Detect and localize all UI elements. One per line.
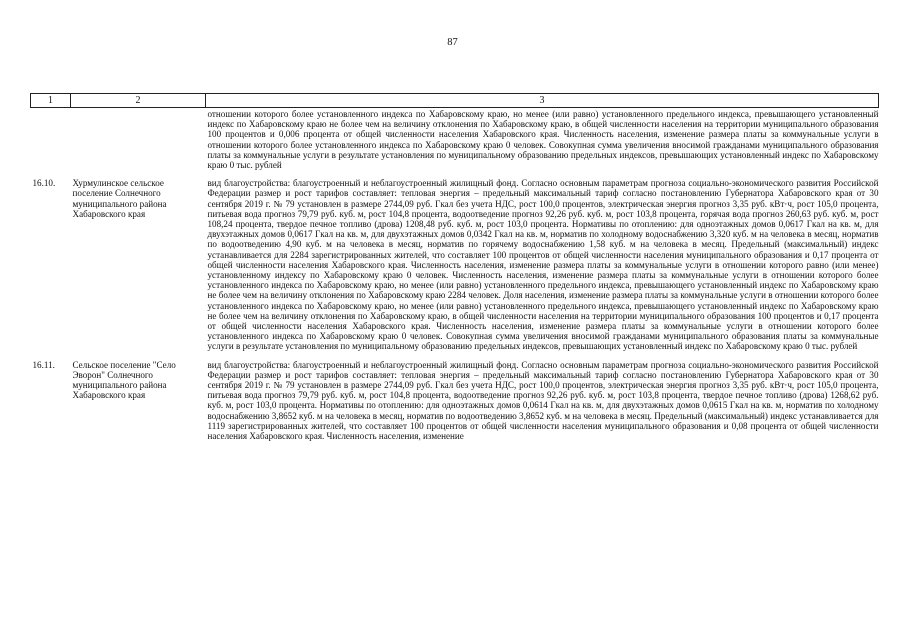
column-header-description: 3 — [206, 94, 879, 108]
table-row-16-10 — [31, 170, 879, 351]
row-description: вид благоустройства: благоустроенный и неблагоустроенный жилищный фонд. Согласно основным параметрам прогноза социально-экономического развития Российской Федерации размер и рост тарифов составляет: тепловая энергия – предельный максимальный тариф согласно постановлению Губернатора Хабаровского края от 30 сентября 2019 г. № 79 установлен в размере 2744,09 руб. Гкал без учета НДС, рост 100,0 процентов, электрическая энергия прогноз 3,35 руб. кВт·ч, рост 105,0 процента, питьевая вода прогноз 79,79 руб. куб. м, рост 104,8 процента, водоотведение прогноз 92,26 руб. куб. м, рост 103,8 процента, твердое печное топливо (дрова) 1268,62 руб. куб. м, рост 103,0 процента. Нормативы по отоплению: для одноэтажных домов 0,0614 Гкал на кв. м, для двухэтажных домов 0,0615 Гкал на кв. м, норматив по холодному водоснабжению 3,8652 куб. м на человека в месяц, норматив по водоотведению 3,8652 куб. м на человека в месяц. Предельный (максимальный) индекс устанавливается для 1119 зарегистрированных жителей, что составляет 100 процентов от общей численности населения муниципального образования и 0,08 процента от общей численности населения Хабаровского края. Численность населения, изменение — [207, 359, 879, 442]
column-header-municipality: 2 — [71, 94, 206, 108]
municipality-name — [71, 108, 206, 171]
table-header-row — [31, 94, 879, 108]
row-number: 16.10. — [32, 178, 56, 189]
municipality-name: Хурмулинское сельское поселение Солнечного муниципального района Хабаровского края — [72, 178, 167, 219]
page-number: 87 — [447, 37, 458, 48]
tariff-table — [30, 93, 879, 441]
row-description: вид благоустройства: благоустроенный и неблагоустроенный жилищный фонд. Согласно основным параметрам прогноза социально-экономического развития Российской Федерации размер и рост тарифов составляет: тепловая энергия – предельный максимальный тариф согласно постановлению Губернатора Хабаровского края от 30 сентября 2019 г. № 79 установлен в размере 2744,09 руб. Гкал без учета НДС, рост 100,0 процентов, электрическая энергия прогноз 3,35 руб. кВт·ч, рост 105,0 процента, питьевая вода прогноз 79,79 руб. куб. м, рост 104,8 процента, водоотведение прогноз 92,26 руб. куб. м, рост 103,8 процента, горячая вода прогноз 260,63 руб. куб. м, рост 108,24 процента, твердое печное топливо (дрова) 1208,48 руб. куб. м, рост 103,0 процента. Нормативы по отоплению: для одноэтажных домов 0,0617 Гкал на кв. м, для двухэтажных домов 0,0617 Гкал на кв. м, для двухэтажных домов 0,0342 Гкал на кв. м, норматив по холодному водоснабжению 3,320 куб. м на человека в месяц, норматив по водоотведению 4,90 куб. м на человека в месяц, норматив по горячему водоснабжению 1,58 куб. м на человека в месяц. Предельный (максимальный) индекс устанавливается для 2284 зарегистрированных жителей, что составляет 100 процентов от общей численности населения муниципального образования и 0,17 процента от общей численности населения Хабаровского края. Численность населения, изменение размера платы за коммунальные услуги в отношении которого равно (или менее) установленному индексу по Хабаровскому краю 0 человек. Численность населения, изменение размера платы за коммунальные услуги в отношении которого более установленного индекса по Хабаровскому краю, но менее (или равно) установленного предельного индекса, превышающего установленный индекс по Хабаровскому краю не более чем на величину отклонения по Хабаровскому краю 2284 человек. Доля населения, изменение размера платы за коммунальные услуги в отношении которого более установленного индекса по Хабаровскому краю, но менее (или равно) установленного предельного индекса, превышающего установленный индекс по Хабаровскому краю не более чем на величину отклонения по Хабаровскому краю, в общей численности населения на территории муниципального образования 100 процентов и 0,17 процента от общей численности населения Хабаровского края. Численность населения, изменение размера платы за коммунальные услуги в отношении которого более установленного индекса по Хабаровскому краю 0 человек. Совокупная сумма увеличения вносимой гражданами муниципального образования платы за коммунальные услуги в результате установления по муниципальному образованию предельных индексов, превышающих установленный индекс по Хабаровскому краю 0 тыс. рублей — [207, 178, 879, 352]
row-description: отношении которого более установленного индекса по Хабаровскому краю, но менее (или равно) установленного предельного индекса, превышающего установленный индекс по Хабаровскому краю не более чем на величину отклонения по Хабаровскому краю, в общей численности населения на территории муниципального образования 100 процентов и 0,006 процента от общей численности населения Хабаровского края. Численность населения, изменение размера платы за коммунальные услуги в отношении которого более установленного индекса по Хабаровскому краю 0 человек. Совокупная сумма увеличения вносимой гражданами муниципального образования платы за коммунальные услуги в результате установления по муниципальному образованию предельных индексов, превышающих установленный индекс по Хабаровскому краю 0 тыс. рублей — [207, 109, 879, 171]
row-number — [31, 108, 71, 171]
row-number: 16.11. — [32, 359, 55, 370]
municipality-name: Сельское поселение "Село Эворон" Солнечного муниципального района Хабаровского края — [72, 359, 176, 401]
table-row-continuation — [31, 108, 879, 171]
column-header-number: 1 — [31, 94, 71, 108]
table-row-16-11 — [31, 352, 879, 442]
